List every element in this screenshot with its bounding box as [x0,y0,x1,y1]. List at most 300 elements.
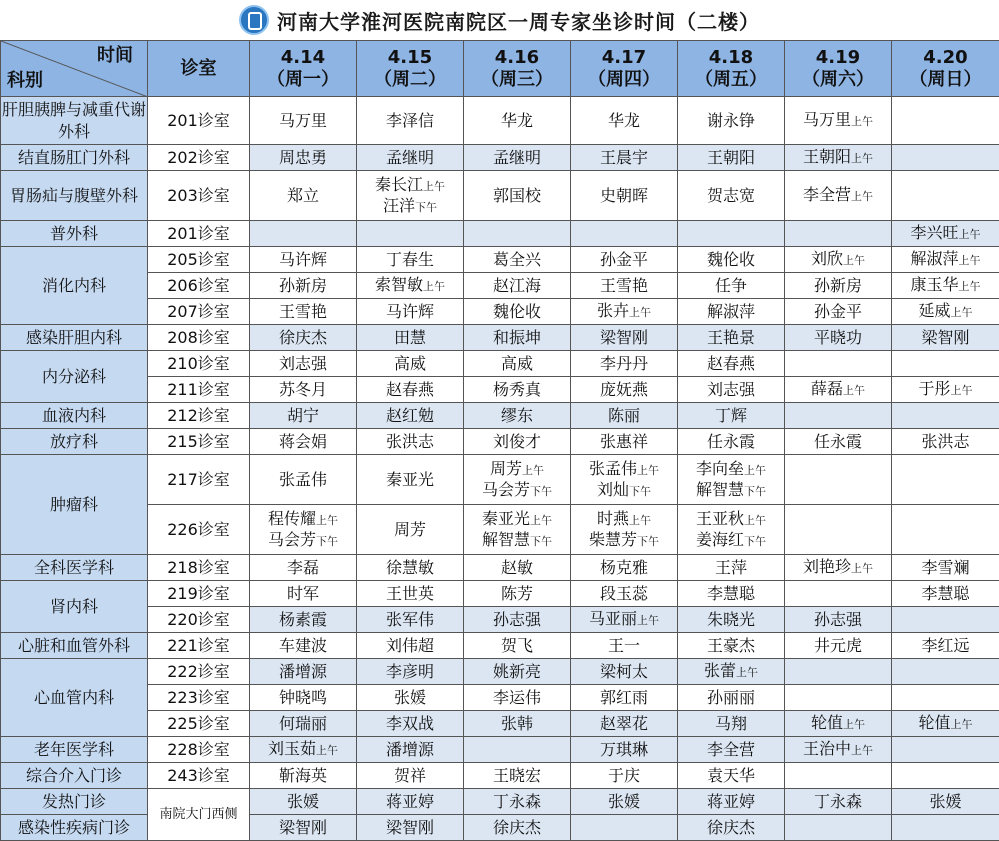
doctor-entry [571,186,677,205]
session-note: 上午 [744,514,766,527]
doctor-entry [785,147,891,168]
doctor-entry [357,818,463,837]
doctor-cell [464,221,571,247]
doctor-cell [357,221,464,247]
doctor-cell [785,685,892,711]
dept-name: 综合介入门诊 [1,763,148,789]
doctor-name: 刘志强 [279,354,327,373]
doctor-entry [571,584,677,603]
doctor-entry [250,558,356,577]
doctor-cell [892,247,999,273]
doctor-cell [892,455,999,505]
doctor-entry [464,662,570,681]
doctor-entry [250,610,356,629]
doctor-entry [357,558,463,577]
doctor-cell [571,455,678,505]
doctor-cell [571,429,678,455]
doctor-name: 王萍 [715,558,747,577]
doctor-cell [892,171,999,221]
doctor-entry [892,792,999,811]
doctor-entry [571,459,677,480]
doctor-name: 张惠祥 [600,432,648,451]
doctor-cell [571,505,678,555]
doctor-cell [464,299,571,325]
doctor-entry [357,275,463,296]
doctor-entry [678,406,784,425]
doctor-name: 轮值 [918,713,950,732]
doctor-cell [250,659,357,685]
day-date: 4.20 [892,47,999,69]
doctor-cell [357,555,464,581]
doctor-entry [357,406,463,425]
doctor-entry [678,740,784,759]
doctor-cell [250,685,357,711]
day-date: 4.16 [464,47,570,69]
doctor-cell [678,403,785,429]
doctor-entry [464,148,570,167]
doctor-name: 郑立 [287,186,319,205]
doctor-entry [678,610,784,629]
doctor-name: 丁永森 [493,792,541,811]
doctor-entry [250,406,356,425]
dept-name: 消化内科 [1,247,148,325]
doctor-name: 王晓宏 [493,766,541,785]
doctor-name: 梁智刚 [279,818,327,837]
doctor-name: 梁智刚 [600,328,648,347]
doctor-entry [892,584,999,603]
doctor-cell [785,505,892,555]
doctor-entry [571,250,677,269]
doctor-entry [250,530,356,551]
session-note: 上午 [851,562,873,575]
doctor-name: 徐庆杰 [279,328,327,347]
doctor-entry [678,250,784,269]
doctor-cell [678,97,785,145]
doctor-cell [892,377,999,403]
doctor-cell [785,145,892,171]
doctor-entry [678,714,784,733]
day-date: 4.15 [357,47,463,69]
doctor-cell [785,815,892,841]
doctor-name: 杨克雅 [600,558,648,577]
doctor-cell [250,325,357,351]
day-weekday: （周一） [250,69,356,91]
doctor-entry [464,509,570,530]
doctor-cell [357,607,464,633]
doctor-cell [571,97,678,145]
doctor-name: 康玉华 [910,275,958,294]
doctor-cell [678,815,785,841]
doctor-entry [785,328,891,347]
doctor-cell [892,633,999,659]
doctor-entry [357,662,463,681]
doctor-entry [250,302,356,321]
table-row [1,455,999,505]
doctor-entry [250,276,356,295]
doctor-cell [250,273,357,299]
doctor-entry [250,328,356,347]
doctor-entry [357,111,463,130]
doctor-name: 胡宁 [287,406,319,425]
session-note: 上午 [423,280,445,293]
doctor-entry [464,530,570,551]
table-row [1,737,999,763]
doctor-name: 赵江海 [493,276,541,295]
doctor-cell [892,737,999,763]
doctor-name: 赵翠花 [600,714,648,733]
doctor-entry [678,459,784,480]
doctor-cell [464,607,571,633]
doctor-entry [464,459,570,480]
session-note: 上午 [316,514,338,527]
doctor-name: 孙新房 [279,276,327,295]
doctor-entry [250,432,356,451]
doctor-name: 华龙 [501,111,533,130]
doctor-name: 孟继明 [386,148,434,167]
doctor-name: 平晓功 [814,328,862,347]
doctor-name: 潘增源 [386,740,434,759]
doctor-cell [785,273,892,299]
session-note: 上午 [629,514,651,527]
doctor-cell [892,325,999,351]
doctor-cell [785,711,892,737]
doctor-name: 张媛 [929,792,961,811]
day-date: 4.14 [250,47,356,69]
doctor-cell [250,429,357,455]
session-note: 上午 [951,306,973,319]
doctor-name: 赵红勉 [386,406,434,425]
dept-name: 全科医学科 [1,555,148,581]
doctor-cell [464,273,571,299]
doctor-cell [678,607,785,633]
doctor-entry [464,302,570,321]
doctor-cell [785,171,892,221]
doctor-name: 姚新亮 [493,662,541,681]
room-number: 207诊室 [148,299,250,325]
doctor-name: 华龙 [608,111,640,130]
doctor-cell [357,815,464,841]
doctor-name: 李全营 [803,185,851,204]
doctor-name: 贺飞 [501,636,533,655]
doctor-cell [785,325,892,351]
doctor-cell [571,763,678,789]
dept-name: 血液内科 [1,403,148,429]
header-day-1 [250,41,357,97]
doctor-cell [250,247,357,273]
doctor-name: 张孟伟 [589,459,637,478]
doctor-cell [571,815,678,841]
doctor-cell [357,429,464,455]
doctor-entry [357,380,463,399]
hospital-logo-icon [239,5,269,35]
doctor-name: 汪洋 [383,196,415,215]
doctor-cell [678,221,785,247]
table-row [1,633,999,659]
session-note: 上午 [637,464,659,477]
doctor-name: 周芳 [394,520,426,539]
doctor-cell [892,273,999,299]
doctor-cell [357,685,464,711]
doctor-entry [250,792,356,811]
doctor-entry [250,688,356,707]
doctor-cell [892,505,999,555]
room-number: 208诊室 [148,325,250,351]
doctor-cell [250,815,357,841]
doctor-entry [892,275,999,296]
doctor-cell [464,171,571,221]
doctor-name: 李慧聪 [707,584,755,603]
session-note: 上午 [951,718,973,731]
doctor-name: 刘玉茹 [268,739,316,758]
doctor-name: 贺志宽 [707,186,755,205]
room-number: 212诊室 [148,403,250,429]
header-day-6 [785,41,892,97]
doctor-cell [464,711,571,737]
doctor-entry [250,739,356,760]
doctor-name: 刘伟超 [386,636,434,655]
doctor-cell [357,145,464,171]
doctor-name: 郭国校 [493,186,541,205]
room-number: 206诊室 [148,273,250,299]
schedule-table [0,40,999,841]
doctor-cell [357,763,464,789]
doctor-cell [464,97,571,145]
doctor-entry [678,354,784,373]
doctor-entry [892,379,999,400]
doctor-cell [571,171,678,221]
doctor-cell [785,403,892,429]
doctor-cell [571,221,678,247]
doctor-name: 解淑萍 [910,249,958,268]
doctor-name: 张军伟 [386,610,434,629]
doctor-cell [250,97,357,145]
doctor-cell [892,555,999,581]
doctor-name: 杨素霞 [279,610,327,629]
table-row [1,171,999,221]
doctor-name: 解智慧 [696,480,744,499]
doctor-entry [250,509,356,530]
doctor-name: 刘灿 [597,480,629,499]
session-note: 上午 [843,384,865,397]
doctor-name: 刘志强 [707,380,755,399]
doctor-name: 孙金平 [814,302,862,321]
doctor-entry [357,584,463,603]
doctor-cell [892,685,999,711]
day-weekday: （周五） [678,69,784,91]
doctor-entry [571,406,677,425]
doctor-cell [464,581,571,607]
room-number: 203诊室 [148,171,250,221]
table-row [1,221,999,247]
session-note: 上午 [736,666,758,679]
doctor-cell [678,789,785,815]
doctor-entry [464,818,570,837]
doctor-cell [678,633,785,659]
doctor-entry [464,186,570,205]
header-day-2 [357,41,464,97]
session-note: 上午 [530,514,552,527]
doctor-entry [678,480,784,501]
doctor-entry [464,636,570,655]
doctor-name: 马会芳 [482,480,530,499]
doctor-cell [357,171,464,221]
doctor-entry [678,636,784,655]
doctor-entry [571,354,677,373]
doctor-name: 段玉蕊 [600,584,648,603]
doctor-cell [785,789,892,815]
doctor-name: 王艳景 [707,328,755,347]
room-number: 201诊室 [148,221,250,247]
doctor-entry [464,432,570,451]
room-number: 228诊室 [148,737,250,763]
doctor-name: 李红远 [921,636,969,655]
doctor-entry [785,713,891,734]
room-number: 243诊室 [148,763,250,789]
doctor-name: 马万里 [803,110,851,129]
doctor-cell [464,737,571,763]
doctor-entry [571,740,677,759]
doctor-name: 蒋亚婷 [707,792,755,811]
doctor-entry [892,328,999,347]
room-number: 218诊室 [148,555,250,581]
doctor-entry [571,380,677,399]
doctor-name: 柴慧芳 [589,530,637,549]
session-note: 上午 [629,306,651,319]
doctor-cell [464,555,571,581]
doctor-name: 任永霞 [814,432,862,451]
doctor-cell [785,247,892,273]
doctor-name: 史朝晖 [600,186,648,205]
room-number: 225诊室 [148,711,250,737]
doctor-name: 刘艳珍 [803,557,851,576]
doctor-name: 王朝阳 [803,147,851,166]
doctor-entry [571,509,677,530]
doctor-entry [678,530,784,551]
doctor-entry [250,380,356,399]
doctor-name: 马翔 [715,714,747,733]
doctor-name: 徐庆杰 [707,818,755,837]
doctor-name: 陈芳 [501,584,533,603]
doctor-entry [678,302,784,321]
doctor-cell [678,171,785,221]
doctor-cell [571,325,678,351]
doctor-entry [357,610,463,629]
doctor-cell [464,377,571,403]
doctor-entry [357,328,463,347]
doctor-name: 徐庆杰 [493,818,541,837]
doctor-name: 李双战 [386,714,434,733]
doctor-cell [250,455,357,505]
doctor-entry [678,328,784,347]
doctor-cell [357,351,464,377]
room-number: 201诊室 [148,97,250,145]
doctor-cell [250,633,357,659]
doctor-entry [678,792,784,811]
doctor-cell [571,581,678,607]
doctor-cell [678,377,785,403]
doctor-entry [678,432,784,451]
doctor-entry [571,301,677,322]
doctor-entry [892,432,999,451]
doctor-entry [250,111,356,130]
doctor-entry [357,302,463,321]
doctor-cell [892,763,999,789]
doctor-name: 庞妩燕 [600,380,648,399]
doctor-name: 葛全兴 [493,250,541,269]
doctor-entry [678,766,784,785]
doctor-name: 马许辉 [386,302,434,321]
doctor-entry [892,713,999,734]
page-title-bar [0,0,999,40]
doctor-name: 王亚秋 [696,509,744,528]
doctor-cell [357,581,464,607]
doctor-name: 缪东 [501,406,533,425]
session-note: 上午 [316,744,338,757]
doctor-name: 薛磊 [811,379,843,398]
header-day-4 [571,41,678,97]
doctor-name: 张韩 [501,714,533,733]
table-row [1,377,999,403]
dept-name: 肿瘤科 [1,455,148,555]
doctor-entry [678,688,784,707]
doctor-name: 万琪琳 [600,740,648,759]
doctor-entry [250,714,356,733]
room-number: 226诊室 [148,505,250,555]
doctor-name: 王世英 [386,584,434,603]
doctor-entry [678,276,784,295]
doctor-cell [892,429,999,455]
doctor-cell [678,325,785,351]
doctor-cell [571,607,678,633]
doctor-name: 王治中 [803,739,851,758]
table-row [1,403,999,429]
doctor-name: 梁柯太 [600,662,648,681]
day-date: 4.17 [571,47,677,69]
doctor-entry [892,636,999,655]
session-note: 下午 [530,535,552,548]
doctor-entry [464,688,570,707]
doctor-name: 魏伦收 [493,302,541,321]
doctor-cell [571,403,678,429]
doctor-entry [571,688,677,707]
doctor-entry [678,186,784,205]
session-note: 下午 [637,535,659,548]
table-row [1,711,999,737]
dept-name: 内分泌科 [1,351,148,403]
doctor-name: 丁辉 [715,406,747,425]
doctor-entry [571,636,677,655]
doctor-cell [678,659,785,685]
doctor-name: 于彤 [918,379,950,398]
day-date: 4.18 [678,47,784,69]
session-note: 下午 [530,485,552,498]
header-room: 诊室 [148,41,250,97]
doctor-cell [250,377,357,403]
doctor-entry [357,714,463,733]
day-weekday: （周日） [892,69,999,91]
dept-name: 肝胆胰脾与减重代谢外科 [1,97,148,145]
page-title: 河南大学淮河医院南院区一周专家坐诊时间（二楼） [277,6,760,35]
doctor-name: 李丹丹 [600,354,648,373]
header-day-7 [892,41,999,97]
doctor-cell [785,351,892,377]
doctor-name: 张媛 [394,688,426,707]
room-number: 205诊室 [148,247,250,273]
doctor-name: 杨秀真 [493,380,541,399]
doctor-entry [571,662,677,681]
doctor-entry [571,530,677,551]
doctor-name: 孙丽丽 [707,688,755,707]
